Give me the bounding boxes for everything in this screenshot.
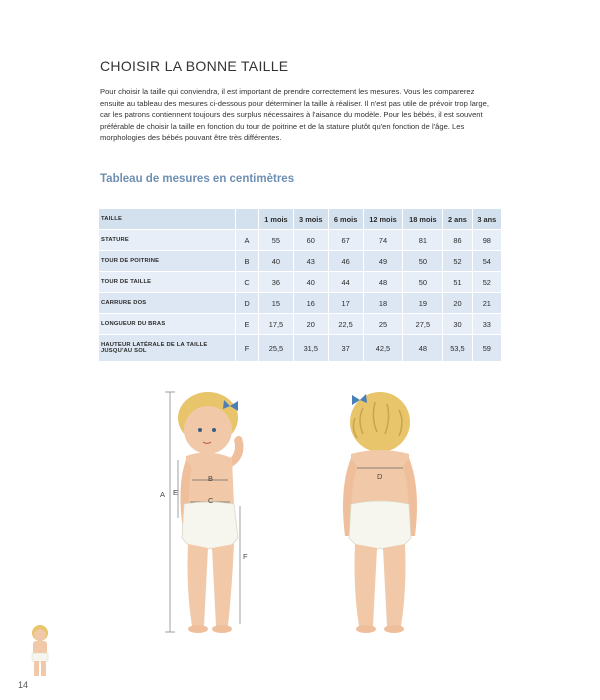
- table-cell: 17,5: [259, 314, 294, 335]
- table-cell: 50: [403, 251, 443, 272]
- table-cell: 30: [443, 314, 472, 335]
- table-cell: 98: [472, 230, 501, 251]
- table-cell: 81: [403, 230, 443, 251]
- table-cell: 16: [293, 293, 328, 314]
- table-cell: 36: [259, 272, 294, 293]
- table-cell: 50: [403, 272, 443, 293]
- header-size-label: TAILLE: [99, 209, 236, 230]
- table-cell: 22,5: [328, 314, 363, 335]
- table-cell: 20: [443, 293, 472, 314]
- table-cell: 20: [293, 314, 328, 335]
- measurements-table: [98, 208, 502, 362]
- intro-paragraph: Pour choisir la taille qui conviendra, il est important de prendre correctement les mesures. Vous les comparerez ensuite au tableau des mesures ci-dessous pour déterminer la taille à réaliser. Il n'est pas utile de prévoir trop large, car les patrons contiennent toujours des surplus nécessaires à l'aisance du modèle. Pour les bébés, il est souvent préférable de choisir la taille en fonction du tour de poitrine et de la stature plutôt qu'en fonction de l'âge. Les morphologies des bébés pouvant être très différentes.: [100, 87, 489, 143]
- header-size-cell: 1 mois: [259, 209, 294, 230]
- row-label: LONGUEUR DU BRAS: [99, 314, 236, 335]
- table-cell: 18: [363, 293, 403, 314]
- header-letter-cell: [236, 209, 259, 230]
- table-cell: 49: [363, 251, 403, 272]
- table-cell: 55: [259, 230, 294, 251]
- table-cell: 31,5: [293, 335, 328, 362]
- page-title: CHOISIR LA BONNE TAILLE: [100, 58, 289, 74]
- table-cell: 17: [328, 293, 363, 314]
- table-cell: 53,5: [443, 335, 472, 362]
- table-cell: 51: [443, 272, 472, 293]
- row-letter: A: [236, 230, 259, 251]
- row-letter: F: [236, 335, 259, 362]
- corner-baby-illustration: [26, 624, 56, 678]
- header-size-cell: 12 mois: [363, 209, 403, 230]
- table-cell: 37: [328, 335, 363, 362]
- table-cell: 27,5: [403, 314, 443, 335]
- row-label: STATURE: [99, 230, 236, 251]
- row-letter: D: [236, 293, 259, 314]
- header-size-cell: 3 ans: [472, 209, 501, 230]
- table-cell: 52: [472, 272, 501, 293]
- table-cell: 52: [443, 251, 472, 272]
- header-size-cell: 2 ans: [443, 209, 472, 230]
- row-letter: E: [236, 314, 259, 335]
- table-cell: 33: [472, 314, 501, 335]
- table-row: [99, 335, 502, 362]
- table-row: [99, 314, 502, 335]
- table-cell: 40: [293, 272, 328, 293]
- label-a: A: [160, 490, 166, 499]
- header-size-cell: 6 mois: [328, 209, 363, 230]
- row-label: CARRURE DOS: [99, 293, 236, 314]
- table-row: [99, 293, 502, 314]
- table-cell: 48: [363, 272, 403, 293]
- table-header-row: [99, 209, 502, 230]
- table-row: [99, 230, 502, 251]
- header-size-cell: 18 mois: [403, 209, 443, 230]
- table-row: [99, 251, 502, 272]
- table-cell: 43: [293, 251, 328, 272]
- label-f: F: [243, 552, 248, 561]
- table-cell: 19: [403, 293, 443, 314]
- table-cell: 54: [472, 251, 501, 272]
- table-cell: 25: [363, 314, 403, 335]
- row-label: TOUR DE POITRINE: [99, 251, 236, 272]
- table-cell: 44: [328, 272, 363, 293]
- baby-back-drawing: [315, 388, 445, 638]
- label-b: B: [208, 474, 214, 483]
- baby-front-illustration: [150, 388, 280, 638]
- page-number: 14: [18, 680, 29, 690]
- table-row: [99, 272, 502, 293]
- table-cell: 15: [259, 293, 294, 314]
- table-cell: 21: [472, 293, 501, 314]
- baby-back-illustration: [315, 388, 445, 638]
- table-cell: 59: [472, 335, 501, 362]
- label-e: E: [173, 488, 179, 497]
- table-cell: 48: [403, 335, 443, 362]
- corner-baby-drawing: [26, 624, 56, 678]
- row-label: TOUR DE TAILLE: [99, 272, 236, 293]
- label-c: C: [208, 496, 214, 505]
- table-cell: 74: [363, 230, 403, 251]
- table-cell: 86: [443, 230, 472, 251]
- row-label: HAUTEUR LATÉRALE DE LA TAILLE JUSQU'AU SOL: [99, 335, 236, 362]
- table-cell: 60: [293, 230, 328, 251]
- table-cell: 46: [328, 251, 363, 272]
- table-title: Tableau de mesures en centimètres: [100, 173, 295, 185]
- table-cell: 40: [259, 251, 294, 272]
- row-letter: B: [236, 251, 259, 272]
- header-size-cell: 3 mois: [293, 209, 328, 230]
- table-cell: 42,5: [363, 335, 403, 362]
- label-d: D: [377, 472, 383, 481]
- baby-front-drawing: [150, 388, 280, 638]
- table-cell: 25,5: [259, 335, 294, 362]
- table-cell: 67: [328, 230, 363, 251]
- row-letter: C: [236, 272, 259, 293]
